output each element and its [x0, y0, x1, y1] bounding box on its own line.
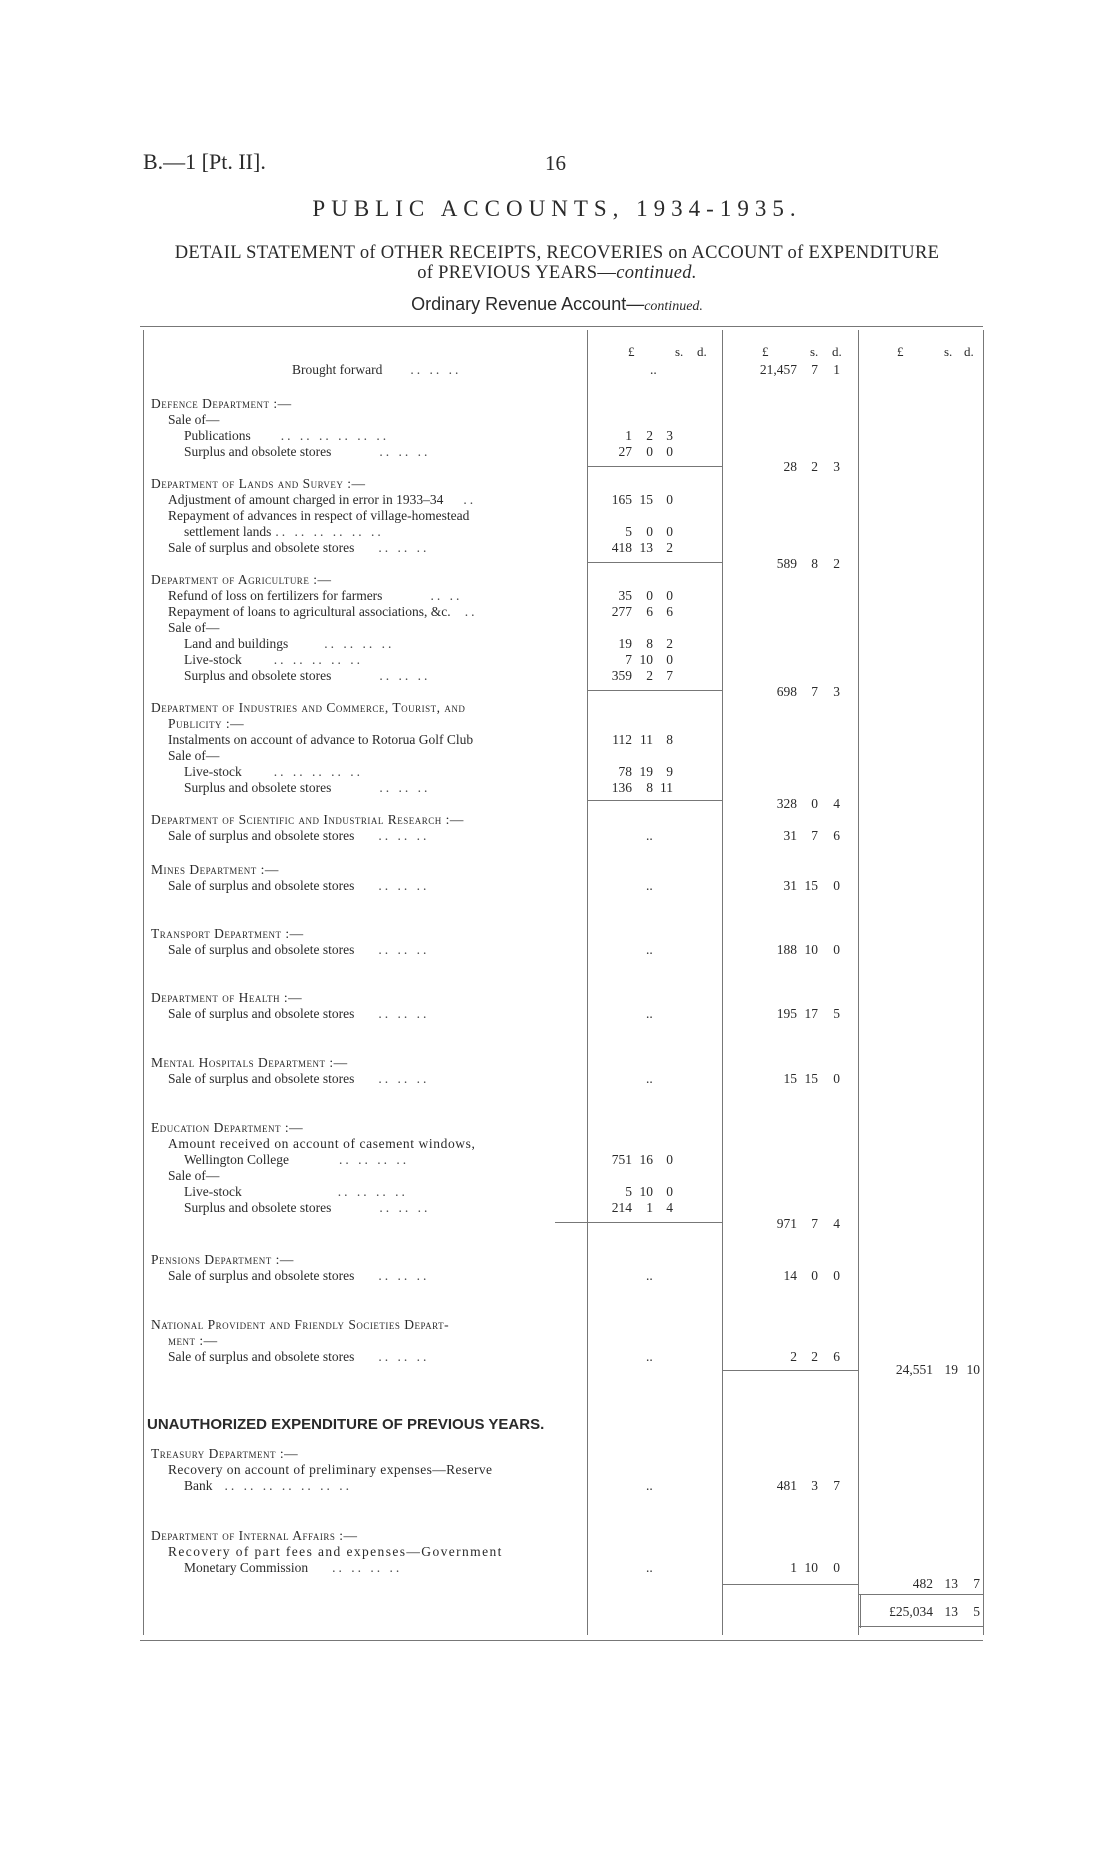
dsir-col1: .. — [646, 828, 653, 843]
agriculture-surplus-label: Surplus and obsolete stores .. .. .. — [184, 668, 431, 683]
health-heading: Department of Health :— — [151, 990, 303, 1005]
agriculture-heading: Department of Agriculture :— — [151, 572, 332, 587]
agriculture-repay-label: Repayment of loans to agricultural associations, &c. .. — [168, 604, 478, 619]
col2-pence-heading: d. — [832, 344, 842, 359]
internal-col1: .. — [646, 1560, 653, 1575]
mental-label: Sale of surplus and obsolete stores .. .. .. — [168, 1071, 430, 1086]
grand-total-bottom-rule — [858, 1626, 983, 1627]
table-right-rule — [983, 330, 984, 1635]
agriculture-land-label: Land and buildings .. .. .. .. — [184, 636, 395, 651]
page-title: PUBLIC ACCOUNTS, 1934-1935. — [312, 196, 802, 221]
page-reference: B.—1 [Pt. II]. — [143, 149, 266, 174]
dsir-label: Sale of surplus and obsolete stores .. .. .. — [168, 828, 430, 843]
page-number: 16 — [545, 151, 566, 175]
internal-heading: Department of Internal Affairs :— — [151, 1528, 358, 1543]
agriculture-sale-of: Sale of— — [168, 620, 220, 635]
account-title: Ordinary Revenue Account—continued. — [411, 294, 703, 314]
industries-live-label: Live-stock .. .. .. .. .. — [184, 764, 363, 779]
defence-publications-label: Publications .. .. .. .. .. .. — [184, 428, 390, 443]
treasury-line1: Recovery on account of preliminary expenses—Reserve — [168, 1462, 493, 1477]
pensions-heading: Pensions Department :— — [151, 1252, 294, 1267]
education-subtotal-rule — [555, 1222, 722, 1223]
agriculture-live-label: Live-stock .. .. .. .. .. — [184, 652, 363, 667]
col1-shillings-heading: s. — [675, 344, 684, 359]
mental-heading: Mental Hospitals Department :— — [151, 1055, 348, 1070]
industries-instal-label: Instalments on account of advance to Rotorua Golf Club — [168, 732, 474, 747]
industries-surplus-label: Surplus and obsolete stores .. .. .. — [184, 780, 431, 795]
mental-col1: .. — [646, 1071, 653, 1086]
education-sale-of: Sale of— — [168, 1168, 220, 1183]
treasury-line2: Bank .. .. .. .. .. .. .. — [184, 1478, 352, 1493]
treasury-heading: Treasury Department :— — [151, 1446, 299, 1461]
grand-total-top-rule — [858, 1594, 983, 1595]
col2-shillings-heading: s. — [810, 344, 819, 359]
education-amount-line2: Wellington College .. .. .. .. — [184, 1152, 410, 1167]
internal-line1: Recovery of part fees and expenses—Government — [168, 1544, 503, 1559]
defence-subtotal-rule — [587, 466, 722, 467]
brought-forward-col1: .. — [650, 362, 657, 377]
national-heading-line2: ment :— — [168, 1333, 218, 1348]
national-col1: .. — [646, 1349, 653, 1364]
statement-title-line2: of PREVIOUS YEARS—continued. — [417, 263, 697, 283]
agriculture-subtotal-rule — [587, 690, 722, 691]
col1-rule — [587, 330, 588, 1635]
col2-rule — [722, 330, 723, 1635]
mines-col1: .. — [646, 878, 653, 893]
industries-heading-line2: Publicity :— — [168, 716, 245, 731]
transport-heading: Transport Department :— — [151, 926, 304, 941]
table-left-rule — [143, 330, 144, 1635]
brought-forward-label: Brought forward .. .. .. — [292, 362, 462, 377]
agriculture-refund-label: Refund of loss on fertilizers for farmers .. .. — [168, 588, 463, 603]
education-surplus-label: Surplus and obsolete stores .. .. .. — [184, 1200, 431, 1215]
internal-line2: Monetary Commission .. .. .. .. — [184, 1560, 403, 1575]
lands-heading: Department of Lands and Survey :— — [151, 476, 366, 491]
national-label: Sale of surplus and obsolete stores .. .. .. — [168, 1349, 430, 1364]
dsir-heading: Department of Scientific and Industrial Research :— — [151, 812, 464, 827]
defence-surplus-label: Surplus and obsolete stores .. .. .. — [184, 444, 431, 459]
col2-pound-heading: £ — [762, 344, 769, 359]
transport-label: Sale of surplus and obsolete stores .. .. .. — [168, 942, 430, 957]
col3-shillings-heading: s. — [944, 344, 953, 359]
national-subtotal-rule — [722, 1370, 858, 1371]
lands-adjust-label: Adjustment of amount charged in error in 1933–34 .. — [168, 492, 477, 507]
national-heading-line1: National Provident and Friendly Societies Depart- — [151, 1317, 450, 1332]
mines-label: Sale of surplus and obsolete stores .. .. .. — [168, 878, 430, 893]
unauthorized-heading: UNAUTHORIZED EXPENDITURE OF PREVIOUS YEARS. — [147, 1416, 545, 1433]
col1-pence-heading: d. — [697, 344, 707, 359]
lands-sale-label: Sale of surplus and obsolete stores .. .. .. — [168, 540, 430, 555]
lands-subtotal-rule — [587, 562, 722, 563]
table-top-rule — [140, 326, 983, 327]
lands-repay-line1: Repayment of advances in respect of village-homestead — [168, 508, 470, 523]
treasury-col1: .. — [646, 1478, 653, 1493]
lands-repay-line2: settlement lands .. .. .. .. .. .. — [184, 524, 384, 539]
education-heading: Education Department :— — [151, 1120, 304, 1135]
health-label: Sale of surplus and obsolete stores .. .. .. — [168, 1006, 430, 1021]
col1-pound-heading: £ — [628, 344, 635, 359]
defence-heading: Defence Department :— — [151, 396, 292, 411]
education-live-label: Live-stock .. .. .. .. — [184, 1184, 408, 1199]
industries-sale-of: Sale of— — [168, 748, 220, 763]
transport-col1: .. — [646, 942, 653, 957]
col3-pence-heading: d. — [964, 344, 974, 359]
col3-pound-heading: £ — [897, 344, 904, 359]
pensions-col1: .. — [646, 1268, 653, 1283]
defence-sale-of: Sale of— — [168, 412, 220, 427]
statement-title-line1: DETAIL STATEMENT of OTHER RECEIPTS, RECOVERIES on ACCOUNT of EXPENDITURE — [174, 243, 940, 263]
industries-subtotal-rule — [587, 800, 722, 801]
education-amount-line1: Amount received on account of casement windows, — [168, 1136, 476, 1151]
table-bottom-rule — [140, 1640, 983, 1641]
pensions-label: Sale of surplus and obsolete stores .. .. .. — [168, 1268, 430, 1283]
mines-heading: Mines Department :— — [151, 862, 279, 877]
grand-total-left-rule — [860, 1594, 861, 1628]
industries-heading-line1: Department of Industries and Commerce, Tourist, and — [151, 700, 466, 715]
internal-subtotal-rule — [722, 1584, 858, 1585]
health-col1: .. — [646, 1006, 653, 1021]
col3-rule — [858, 330, 859, 1635]
